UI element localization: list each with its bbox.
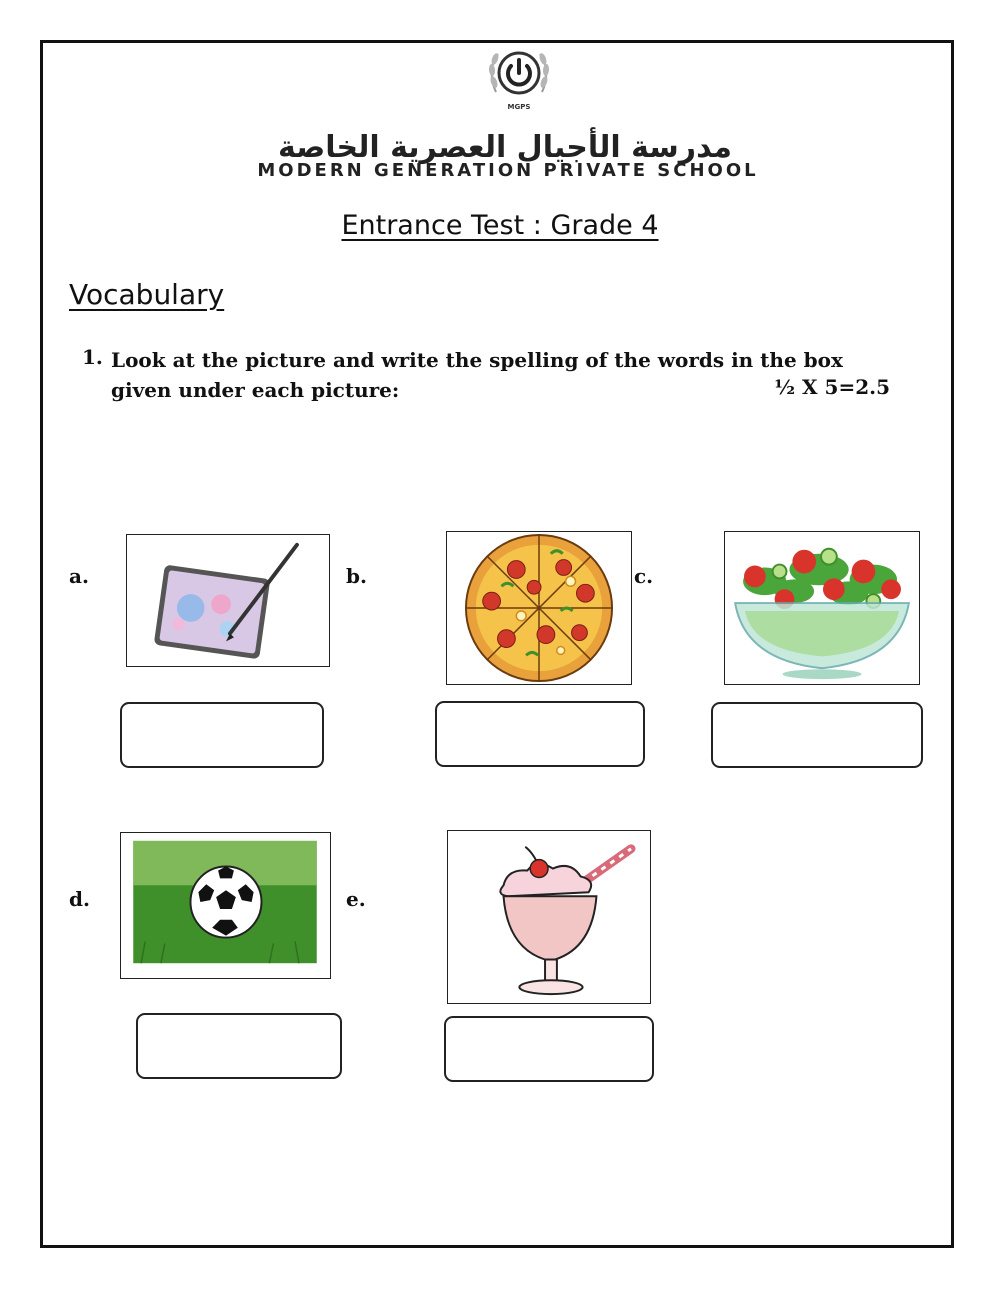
school-name-arabic: مدرسة الأجيال العصرية الخاصة [278,130,732,165]
test-title [0,210,1000,241]
picture-b [446,531,632,685]
item-label-d: d. [69,887,90,911]
item-label-a: a. [69,564,89,588]
item-label-b: b. [346,564,367,588]
answer-box-a[interactable] [120,702,324,768]
item-label-c: c. [634,564,654,588]
answer-box-b[interactable] [435,701,645,767]
question-score: ½ X 5=2.5 [774,375,890,399]
picture-d [120,832,331,979]
pizza-icon [447,532,631,684]
answer-box-d[interactable] [136,1013,342,1079]
tablet-icon [127,535,329,666]
question-text: Look at the picture and write the spelling of the words in the box given under each picture: [111,348,843,402]
answer-box-c[interactable] [711,702,923,768]
soccer-ball-icon [121,833,330,978]
picture-a [126,534,330,667]
picture-c [724,531,920,685]
test-title-text: Entrance Test : Grade 4 [341,210,659,241]
logo-text: MGPS [507,103,531,111]
section-title: Vocabulary [69,278,225,311]
power-logo-icon [486,42,552,114]
school-name-english: MODERN GENERATION PRIVATE SCHOOL [257,160,759,181]
picture-e [447,830,651,1004]
answer-box-e[interactable] [444,1016,654,1082]
item-label-e: e. [346,887,366,911]
school-logo [486,42,552,114]
question-number: 1. [82,345,103,369]
milkshake-icon [448,831,650,1003]
salad-bowl-icon [725,532,919,684]
